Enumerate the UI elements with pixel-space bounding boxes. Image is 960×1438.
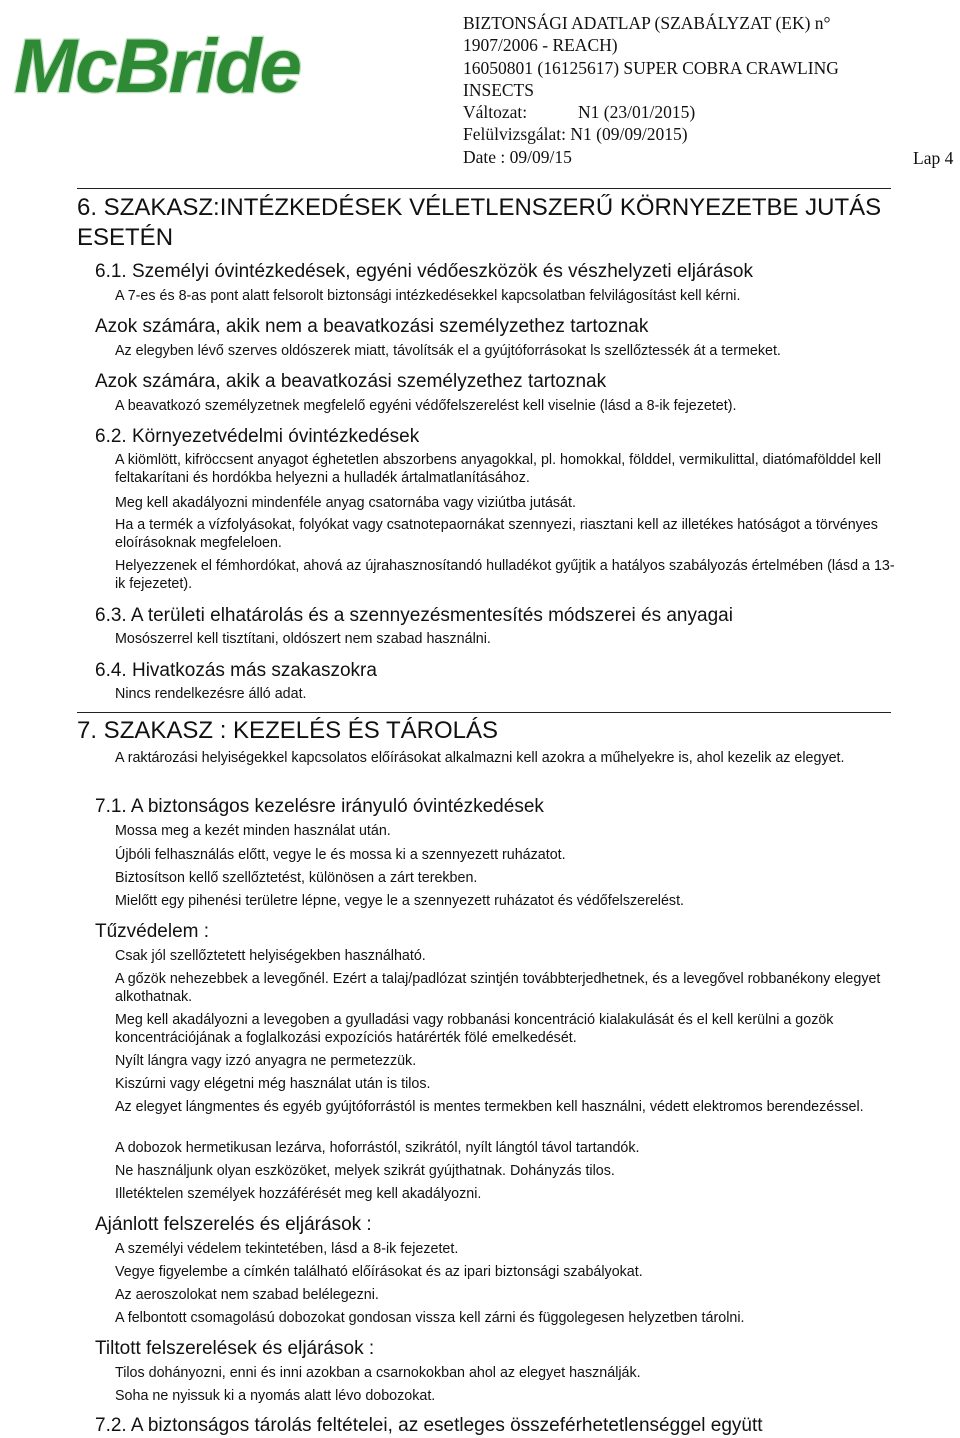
s62-paragraph-1: A kiömlött, kifröccsent anyagot éghetetlen abszorbens anyagokkal, pl. homokkal, földdel, vermikulittal, diatómafölddel kell feltakarítani és hordókba helyezni a hulladék ártalmatlanításához. <box>115 452 882 486</box>
s62-paragraph-4: Helyezzenek el fémhordókat, ahová az újrahasznosítandó hulladékot gyűjtik a hatályos szabályozás értelmében (lásd a 13-ik fejezetet). <box>115 558 895 592</box>
section6-title: 6. SZAKASZ:INTÉZKEDÉSEK VÉLETLENSZERŰ KÖRNYEZETBE JUTÁS ESETÉN <box>77 194 882 251</box>
fire-paragraph-7: A dobozok hermetikusan lezárva, hoforrástól, szikrától, nyílt lángtól távol tartandók. <box>115 1140 640 1156</box>
fire-paragraph-1: Csak jól szellőztetett helyiségekben használható. <box>115 948 426 964</box>
s62-paragraph-2: Meg kell akadályozni mindenféle anyag csatornába vagy viziútba jutását. <box>115 495 576 511</box>
s62-paragraph-3: Ha a termék a vízfolyásokat, folyókat vagy csatnotepaornákat szennyezi, riasztani kell az illetékes hatóságot a törvényes eloírásoknak megfeleloen. <box>115 517 878 551</box>
s61-paragraph: A 7-es és 8-as pont alatt felsorolt biztonsági intézkedésekkel kapcsolatban felvilágosítást kell kérni. <box>115 288 741 304</box>
emergency-paragraph: A beavatkozó személyzetnek megfelelő egyéni védőfelszerelést kell viselnie (lásd a 8-ik fejezetet). <box>115 398 737 414</box>
fire-paragraph-3: Meg kell akadályozni a levegoben a gyulladási vagy robbanási koncentráció kialakulását és el kell kerülni a gozök koncentrációjának a foglalkozási expozíciós határérték fölé emelkedését. <box>115 1012 834 1046</box>
subsection-6-2-title: 6.2. Környezetvédelmi óvintézkedések <box>95 426 420 447</box>
subsection-6-4-title: 6.4. Hivatkozás más szakaszokra <box>95 660 377 681</box>
header-divider <box>77 188 891 189</box>
recommended-paragraph-3: Az aeroszolokat nem szabad belélegezni. <box>115 1287 379 1303</box>
fire-paragraph-8: Ne használjunk olyan eszközöket, melyek szikrát gyújthatnak. Dohányzás tilos. <box>115 1163 615 1179</box>
section7-divider <box>77 712 891 713</box>
subsection-6-1-title: 6.1. Személyi óvintézkedések, egyéni védőeszközök és vészhelyzeti eljárások <box>95 261 753 282</box>
s63-paragraph: Mosószerrel kell tisztítani, oldószert nem szabad használni. <box>115 631 491 647</box>
header-title-line2: 1907/2006 - REACH) <box>463 35 618 56</box>
s71-paragraph-1: Mossa meg a kezét minden használat után. <box>115 823 391 839</box>
recommended-paragraph-2: Vegye figyelembe a címkén található előírásokat és az ipari biztonsági szabályokat. <box>115 1264 643 1280</box>
s71-paragraph-2: Újbóli felhasználás előtt, vegye le és mossa ki a szennyezett ruházatot. <box>115 847 566 863</box>
forbidden-paragraph-2: Soha ne nyissuk ki a nyomás alatt lévo dobozokat. <box>115 1388 436 1404</box>
document-header <box>463 12 943 168</box>
emergency-title: Azok számára, akik a beavatkozási személyzethez tartoznak <box>95 371 607 392</box>
s71-paragraph-4: Mielőtt egy pihenési területre lépne, vegye le a szennyezett ruházatot és védőfelszerelést. <box>115 893 685 909</box>
s71-paragraph-3: Biztosítson kellő szellőztetést, különösen a zárt terekben. <box>115 870 478 886</box>
non-emergency-paragraph: Az elegyben lévő szerves oldószerek miatt, távolítsák el a gyújtóforrásokat ls szellőztessék át a termeket. <box>115 343 781 359</box>
section7-intro: A raktározási helyiségekkel kapcsolatos előírásokat alkalmazni kell azokra a műhelyekre is, ahol kezelik az elegyet. <box>115 750 845 766</box>
fire-paragraph-2: A gőzök nehezebbek a levegőnél. Ezért a talaj/padlózat szintjén továbbterjedhetnek, és a levegővel robbanékony elegyet alkothatnak. <box>115 971 881 1005</box>
forbidden-paragraph-1: Tilos dohányozni, enni és inni azokban a csarnokokban ahol az elegyet használják. <box>115 1365 641 1381</box>
recommended-paragraph-1: A személyi védelem tekintetében, lásd a 8-ik fejezetet. <box>115 1241 459 1257</box>
fire-paragraph-9: Illetéktelen személyek hozzáférését meg kell akadályozni. <box>115 1186 482 1202</box>
section7-title: 7. SZAKASZ : KEZELÉS ÉS TÁROLÁS <box>77 717 499 744</box>
fire-protection-title: Tűzvédelem : <box>95 921 210 942</box>
non-emergency-title: Azok számára, akik nem a beavatkozási személyzethez tartoznak <box>95 316 649 337</box>
header-product-line2: INSECTS <box>463 79 534 100</box>
forbidden-equipment-title: Tiltott felszerelések és eljárások : <box>95 1338 375 1359</box>
header-date: Date : 09/09/15 <box>463 146 572 167</box>
fire-paragraph-4: Nyílt lángra vagy izzó anyagra ne permetezzük. <box>115 1053 417 1069</box>
header-product-line1: 16050801 (16125617) SUPER COBRA CRAWLING <box>463 57 839 78</box>
fire-paragraph-6: Az elegyet lángmentes és egyéb gyújtóforrástól is mentes termekben kell használni, védett elektromos berendezéssel. <box>115 1099 864 1115</box>
version-value: N1 (23/01/2015) <box>578 102 696 123</box>
subsection-7-2-title: 7.2. A biztonságos tárolás feltételei, az esetleges összeférhetetlenséggel együtt <box>95 1415 763 1436</box>
recommended-paragraph-4: A felbontott csomagolású dobozokat gondosan vissza kell zárni és függolegesen helyzetben tárolni. <box>115 1310 745 1326</box>
header-revision: Felülvizsgálat: N1 (09/09/2015) <box>463 124 688 145</box>
header-version-row <box>463 101 943 123</box>
recommended-equipment-title: Ajánlott felszerelés és eljárások : <box>95 1214 372 1235</box>
mcbride-logo <box>8 20 328 110</box>
page-number: Lap 4 <box>913 148 954 168</box>
subsection-7-1-title: 7.1. A biztonságos kezelésre irányuló óvintézkedések <box>95 796 544 817</box>
fire-paragraph-5: Kiszúrni vagy elégetni még használat után is tilos. <box>115 1076 431 1092</box>
s64-paragraph: Nincs rendelkezésre álló adat. <box>115 686 307 702</box>
subsection-6-3-title: 6.3. A területi elhatárolás és a szennyezésmentesítés módszerei és anyagai <box>95 605 733 626</box>
logo-wordmark: McBride <box>14 24 300 109</box>
header-title-line1: BIZTONSÁGI ADATLAP (SZABÁLYZAT (EK) n° <box>463 13 831 33</box>
version-label: Változat: <box>463 102 528 123</box>
